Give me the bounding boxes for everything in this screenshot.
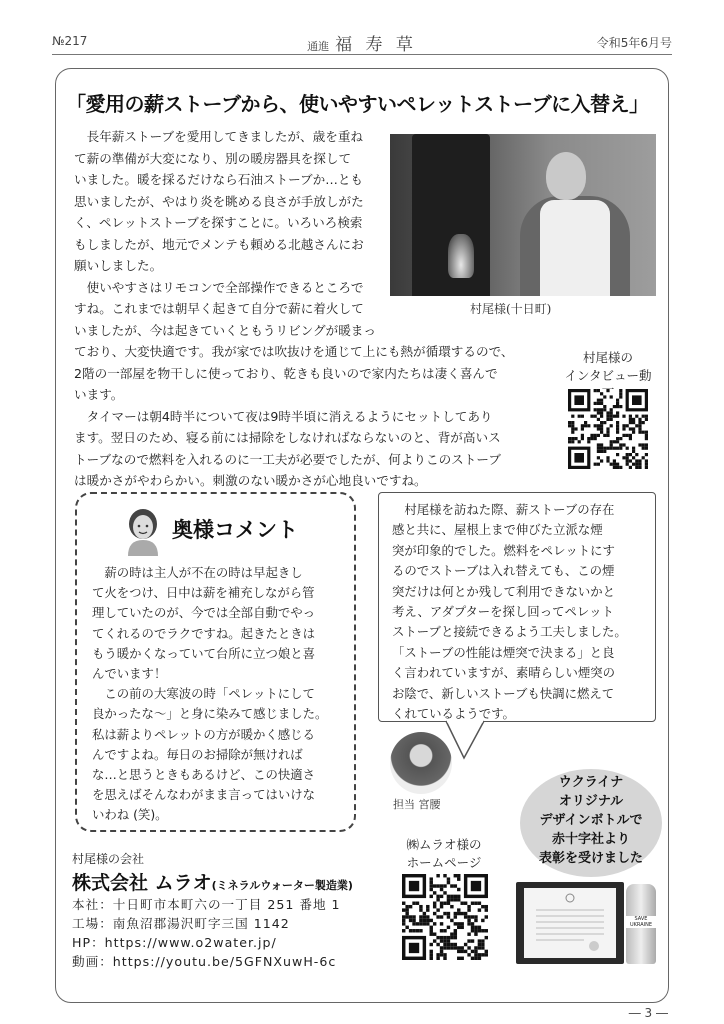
text-line: るのでストーブは入れ替えても、この煙 — [392, 563, 615, 579]
customer-photo — [390, 134, 656, 296]
text-line: 考え、アダプターを探し回ってペレット — [392, 604, 614, 620]
company-video-link[interactable]: 動画：https://youtu.be/5GFNXuwH-6c — [72, 954, 337, 969]
article-title: 「愛用の薪ストーブから、使いやすいペレットストーブに入替え」 — [66, 92, 649, 116]
text-line: て薪の準備が大変になり、別の暖房器具を探して — [74, 150, 352, 166]
issue-number: №217 — [52, 34, 88, 48]
certificate-paper — [524, 888, 616, 958]
interview-qr-code[interactable] — [568, 389, 648, 469]
text-line: もう暖かくなっていて台所に立つ娘と喜 — [92, 645, 316, 661]
text-line: オリジナル — [558, 794, 624, 809]
homepage-qr-label — [396, 836, 492, 872]
company-business: (ミネラルウォーター製造業) — [211, 879, 353, 892]
company-name — [72, 868, 353, 895]
woman-avatar-icon — [124, 508, 162, 556]
company-intro: 村尾様の会社 — [72, 852, 145, 866]
text-line: いましたが、今は起きていくともうリビングが暖まっ — [74, 322, 376, 338]
text-line: 村尾様の — [582, 350, 633, 365]
text-line: 突だけは何とか残して利用できないかと — [392, 583, 616, 599]
article-paragraph-1 — [74, 126, 386, 341]
company-factory: 工場：南魚沼郡湯沢町字三国 1142 — [72, 916, 290, 931]
text-line: く、ペレットストーブを探すことに。いろいろ検索 — [74, 215, 363, 230]
text-line: すね。これまでは朝早く起きて自分で薪に着火して — [74, 301, 364, 316]
text-line: な…と思うときもあるけど、この快適さ — [92, 767, 316, 783]
article-paragraph-2 — [74, 341, 562, 492]
header-rule — [52, 54, 672, 55]
text-line: て火をつけ、日中は薪を補充しながら管 — [92, 585, 315, 601]
text-line: んですよね。毎日のお掃除が無ければ — [92, 746, 303, 762]
text-line: 突が印象的でした。燃料をペレットにす — [392, 542, 615, 558]
flame-image — [448, 234, 474, 278]
company-head-office: 本社：十日町市本町六の一丁目 251 番地 1 — [72, 897, 341, 912]
text-line: 「ストーブの性能は煙突で決まる」と良 — [392, 644, 615, 660]
text-line: ストーブと接続できるよう工夫しました。 — [392, 624, 627, 640]
text-line: てくれるのでラクですね。起きたときは — [92, 625, 316, 641]
text-line: お陰で、新しいストーブも快調に燃えて — [392, 685, 615, 701]
text-line: いました。暖を採るだけなら石油ストーブか…とも — [74, 172, 364, 187]
text-line: 赤十字社より — [551, 832, 630, 847]
text-line: くれているようです。 — [392, 706, 515, 722]
text-line: 長年薪ストーブを愛用してきましたが、歳を重ね — [74, 129, 364, 144]
text-line: 村尾様を訪ねた際、薪ストーブの存在 — [392, 502, 615, 517]
company-name-text: 株式会社 ムラオ — [72, 872, 212, 894]
text-line: デザインボトルで — [539, 813, 643, 828]
text-line: んでいます！ — [92, 666, 167, 682]
customer-head-image — [546, 152, 586, 200]
text-line: 薪の時は主人が不在の時は早起きし — [92, 565, 303, 580]
page-header — [52, 30, 672, 55]
company-homepage-link[interactable]: HP：https://www.o2water.jp/ — [72, 935, 277, 950]
text-line: タイマーは朝4時半について夜は9時半頃に消えるようにセットしてあり — [74, 408, 493, 424]
pellet-stove-image — [412, 134, 490, 296]
bottle-label: SAVE UKRAINE — [626, 916, 656, 928]
staff-photo — [390, 732, 452, 794]
newsletter-title — [52, 30, 672, 55]
text-line: います。 — [74, 387, 124, 402]
text-line: もしましたが、地元でメンテも頼める北越さんにお — [74, 236, 364, 252]
homepage-qr-code[interactable] — [402, 874, 488, 960]
photo-caption: 村尾様(十日町) — [470, 302, 552, 316]
wife-comment-text — [92, 563, 350, 826]
award-certificate-image — [516, 882, 624, 964]
text-line: いわね (笑)。 — [92, 807, 168, 823]
staff-caption: 担当 宮腰 — [393, 798, 441, 811]
text-line: この前の大寒波の時「ペレットにして — [92, 686, 315, 702]
text-line: ウクライナ — [558, 775, 624, 790]
text-line: 私は薪よりペレットの方が暖かく感じる — [92, 726, 315, 742]
award-text — [520, 773, 662, 868]
text-line: 2階の一部屋を物干しに使っており、乾きも良いので家内たちは凄く喜んで — [74, 365, 498, 381]
text-line: 良かったな〜」と身に染みて感じました。 — [92, 706, 328, 722]
text-line: く言われていますが、素晴らしい煙突の — [392, 665, 616, 681]
wife-comment-heading: 奥様コメント — [172, 518, 298, 542]
text-line: 表彰を受けました — [538, 851, 643, 866]
page-number: ― 3 ― — [628, 1006, 668, 1020]
text-line: 理していたのが、今では全部自動でやっ — [92, 605, 316, 621]
certificate-lines-icon — [524, 888, 616, 958]
text-line: ており、大変快適です。我が家では吹抜けを通じて上にも熱が循環するので、 — [74, 344, 514, 359]
text-line: 思いましたが、やはり炎を眺める良さが手放しがた — [74, 193, 364, 209]
newsletter-prefix: 通進 — [307, 40, 330, 53]
text-line: トーブなので燃料を入れるのに一工夫が必要でしたが、何よりこのストーブ — [74, 451, 501, 467]
issue-date: 令和5年6月号 — [596, 36, 672, 50]
text-line: ホームページ — [406, 855, 482, 870]
text-line: インタビュー動 — [564, 368, 652, 383]
text-line: 感と共に、屋根上まで伸びた立派な煙 — [392, 522, 603, 538]
text-line: 願いしました。 — [74, 258, 163, 273]
staff-comment-text — [392, 500, 654, 724]
text-line: ㈱ムラオ様の — [406, 837, 482, 852]
text-line: は暖かさがやわらかい。刺激のない暖かさが心地良いですね。 — [74, 473, 427, 488]
text-line: ます。翌日のため、寝る前には掃除をしなければならないのと、背が高いス — [74, 430, 501, 445]
newsletter-name: 福 寿 草 — [335, 35, 417, 55]
text-line: 使いやすさはリモコンで全部操作できるところで — [74, 279, 364, 295]
text-line: を思えばそんなわがまま言ってはいけな — [92, 787, 316, 803]
customer-vest-image — [540, 200, 610, 296]
